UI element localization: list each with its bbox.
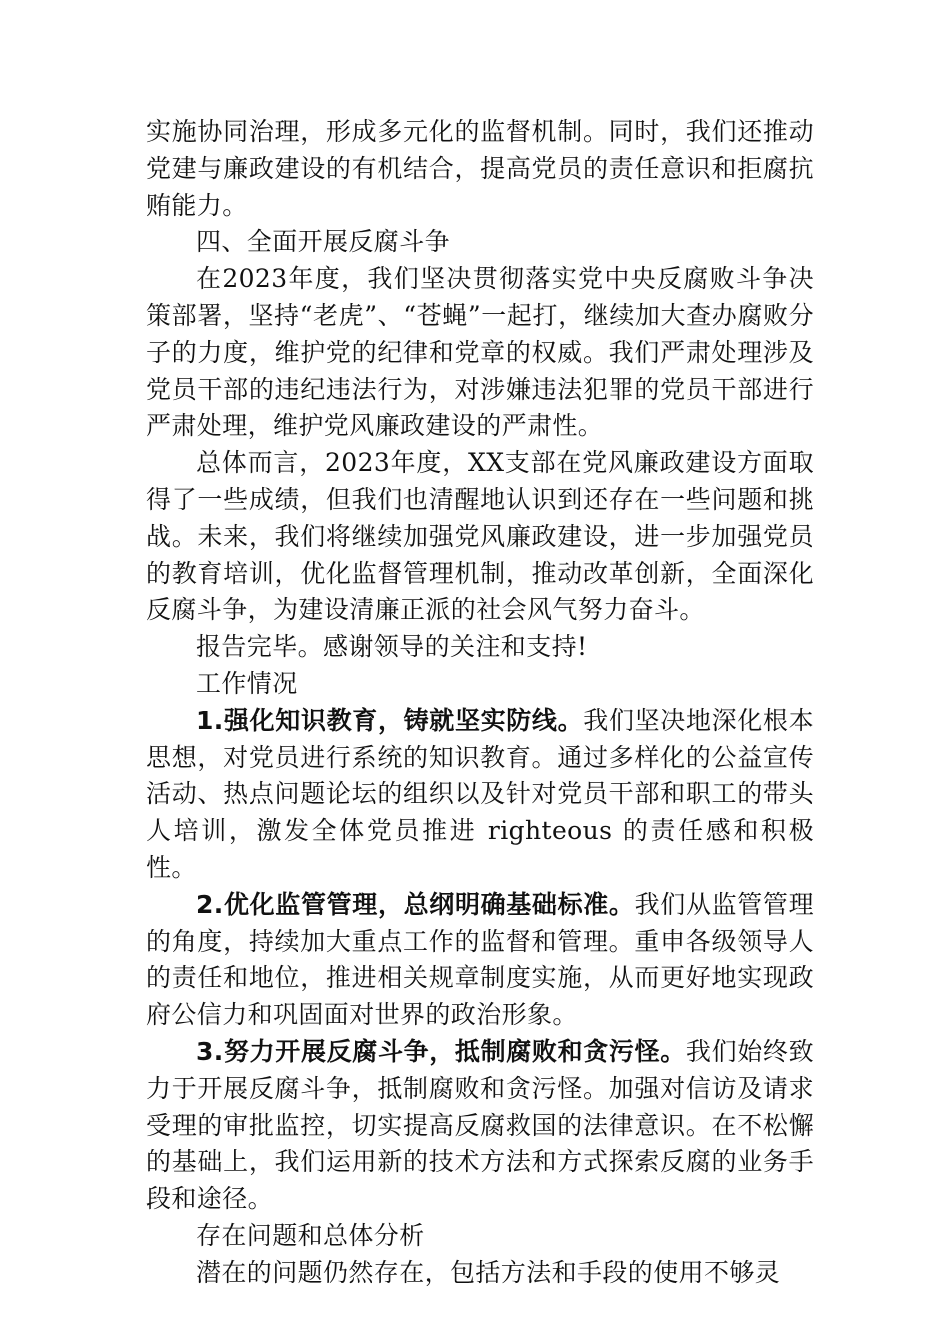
work-item-1 bbox=[146, 703, 814, 887]
paragraph-anti-corruption: 在2023年度，我们坚决贯彻落实党中央反腐败斗争决策部署，坚持“老虎”、“苍蝇”一起打，继续加大查办腐败分子的力度，维护党的纪律和党章的权威。我们严肃处理涉及党员干部的违纪违法行为，对涉嫌违法犯罪的党员干部进行严肃处理，维护党风廉政建设的严肃性。 bbox=[146, 264, 814, 441]
paragraph-issues: 潜在的问题仍然存在，包括方法和手段的使用不够灵 bbox=[196, 1257, 781, 1287]
work-item-3-text: 我们始终致力于开展反腐斗争，抵制腐败和贪污怪。加强对信访及请求受理的审批监控，切实提高反腐救国的法律意识。在不松懈的基础上，我们运用新的技术方法和方式探索反腐的业务手段和途径。 bbox=[146, 1036, 814, 1214]
work-item-1-text: 我们坚决地深化根本思想，对党员进行系统的知识教育。通过多样化的公益宣传活动、热点问题论坛的组织以及针对党员干部和职工的带头人培训，激发全体党员推进 righteous 的责任感和积极性。 bbox=[146, 705, 815, 882]
paragraph-intro-continuation: 实施协同治理，形成多元化的监督机制。同时，我们还推动党建与廉政建设的有机结合，提高党员的责任意识和拒腐抗贿能力。 bbox=[146, 117, 814, 220]
paragraph-summary: 总体而言，2023年度，XX支部在党风廉政建设方面取得了一些成绩，但我们也清醒地认识到还存在一些问题和挑战。未来，我们将继续加强党风廉政建设，进一步加强党员的教育培训，优化监督管理机制，推动改革创新，全面深化反腐斗争，为建设清廉正派的社会风气努力奋斗。 bbox=[146, 448, 814, 625]
work-item-2-text: 我们从监管管理的角度，持续加大重点工作的监督和管理。重申各级领导人的责任和地位，推进相关规章制度实施，从而更好地实现政府公信力和巩固面对世界的政治形象。 bbox=[146, 889, 814, 1030]
work-item-2-lead: 2.优化监管管理，总纲明确基础标准。 bbox=[196, 889, 635, 919]
section-heading-issues: 存在问题和总体分析 bbox=[196, 1220, 425, 1250]
paragraph-closing: 报告完毕。感谢领导的关注和支持! bbox=[196, 632, 588, 662]
section-heading-work: 工作情况 bbox=[196, 668, 298, 698]
section-heading-anti-corruption: 四、全面开展反腐斗争 bbox=[196, 227, 451, 257]
document-body bbox=[146, 114, 814, 1292]
work-item-3 bbox=[146, 1034, 814, 1218]
work-item-1-lead: 1.强化知识教育，铸就坚实防线。 bbox=[196, 705, 584, 735]
work-item-2 bbox=[146, 887, 814, 1034]
work-item-3-lead: 3.努力开展反腐斗争，抵制腐败和贪污怪。 bbox=[196, 1036, 686, 1066]
